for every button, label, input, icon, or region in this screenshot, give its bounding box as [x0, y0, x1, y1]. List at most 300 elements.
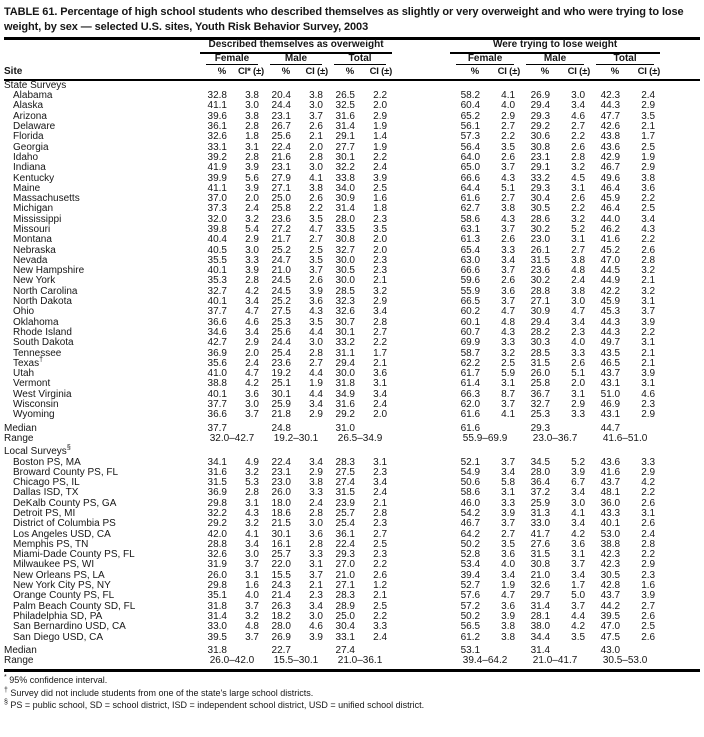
- ci-value: 4.6: [571, 110, 586, 122]
- site-name: Missouri: [13, 223, 51, 235]
- percent-value: 26.7: [271, 121, 291, 133]
- percent-value: 39.4: [460, 569, 481, 581]
- ci-value: 2.2: [641, 234, 656, 246]
- ci-value: 4.4: [309, 326, 323, 338]
- range-value: 55.9–69.9: [462, 432, 508, 444]
- ci-value: 2.8: [309, 151, 323, 163]
- percent-value: 16.1: [271, 538, 291, 550]
- site-name: Los Angeles USD, CA: [13, 528, 111, 540]
- percent-value: 52.8: [460, 549, 481, 561]
- ci-value: 3.3: [309, 487, 323, 499]
- column-gap: [392, 458, 450, 468]
- trail-spacer: [660, 434, 700, 447]
- percent-value: 30.8: [335, 234, 355, 246]
- ci-value: 4.7: [501, 306, 516, 318]
- percent-value: 49.6: [600, 172, 621, 184]
- percent-value: 30.1: [335, 151, 355, 163]
- ci-value: 2.5: [641, 621, 656, 633]
- ci-value: 3.9: [571, 466, 586, 478]
- ci-value: 2.6: [571, 357, 586, 369]
- ci-value: 5.2: [571, 456, 586, 468]
- ci-value: 3.1: [571, 549, 586, 561]
- ci-value: 3.1: [501, 487, 516, 499]
- percent-value: 30.2: [530, 223, 551, 235]
- percent-value: 51.0: [600, 388, 621, 400]
- percent-value: 36.7: [530, 388, 551, 400]
- ci-value: 2.6: [641, 610, 656, 622]
- footnote-abbrev: § PS = public school, SD = school district, ISD = independent school district, USD = unified school district.: [4, 698, 425, 710]
- percent-value: 43.1: [600, 409, 621, 421]
- ci-value: 3.6: [501, 600, 516, 612]
- percent-value: 40.1: [207, 388, 227, 400]
- ci-value: 2.3: [373, 466, 388, 478]
- ci-value: 3.2: [245, 518, 259, 530]
- percent-value: 32.3: [335, 296, 355, 308]
- percent-value: 41.9: [207, 162, 227, 174]
- trail-spacer: [660, 550, 700, 560]
- percent-value: 66.5: [460, 296, 481, 308]
- percent-value: 25.3: [530, 409, 551, 421]
- ci-value: 2.8: [373, 316, 388, 328]
- percent-value: 41.1: [207, 100, 227, 112]
- ci-value: 3.4: [501, 569, 516, 581]
- ci-value: 4.6: [245, 316, 259, 328]
- ci-header: CI* (±): [232, 65, 264, 80]
- ci-value: 2.9: [641, 409, 656, 421]
- ci-value: 2.7: [309, 357, 323, 369]
- ci-value: 2.7: [571, 121, 586, 133]
- percent-value: 44.0: [600, 213, 621, 225]
- column-gap: [392, 235, 450, 245]
- percent-value: 23.0: [271, 477, 291, 489]
- group-trying-lose-weight: Were trying to lose weight: [450, 39, 660, 53]
- percent-value: 29.4: [335, 357, 355, 369]
- percent-value: 18.2: [271, 610, 291, 622]
- percent-value: 41.1: [207, 182, 227, 194]
- percent-value: 66.3: [460, 388, 481, 400]
- ci-value: 2.7: [501, 121, 516, 133]
- empty-cell: [360, 643, 392, 656]
- ci-value: 3.4: [309, 600, 323, 612]
- ci-value: 4.8: [501, 316, 516, 328]
- range-value: 26.5–34.9: [337, 432, 383, 444]
- percent-value: 25.0: [271, 193, 291, 205]
- percent-value: 27.5: [271, 306, 291, 318]
- percent-value: 42.3: [600, 559, 621, 571]
- percent-value: 58.7: [460, 347, 481, 359]
- ci-value: 5.2: [571, 223, 586, 235]
- percent-value: 31.5: [530, 357, 551, 369]
- percent-value: 44.2: [600, 600, 621, 612]
- ci-value: 3.4: [309, 456, 323, 468]
- ci-value: 2.3: [309, 590, 323, 602]
- ci-value: 2.6: [641, 244, 656, 256]
- percent-value: 34.6: [207, 326, 227, 338]
- percent-value: 36.4: [530, 477, 551, 489]
- trail-spacer: [660, 297, 700, 307]
- percent-value: 30.7: [335, 316, 355, 328]
- ci-value: 3.7: [501, 518, 516, 530]
- percent-value: 30.5: [335, 265, 355, 277]
- ci-value: 3.4: [245, 296, 259, 308]
- site-name: Texas†: [13, 356, 44, 369]
- percent-value: 28.6: [530, 213, 551, 225]
- column-gap: [392, 328, 450, 338]
- site-name: Georgia: [13, 141, 49, 153]
- percent-value: 27.5: [335, 466, 355, 478]
- ci-value: 3.5: [309, 316, 323, 328]
- group-header-row: [4, 39, 700, 53]
- ci-value: 5.1: [571, 368, 586, 380]
- percent-value: 52.1: [460, 456, 481, 468]
- column-gap: [392, 410, 450, 420]
- percent-value: 31.6: [335, 110, 355, 122]
- yrbs-table: [4, 37, 700, 672]
- ci-value: 4.1: [571, 508, 586, 519]
- percent-value: 30.4: [335, 621, 355, 633]
- percent-value: 28.5: [335, 285, 355, 297]
- percent-value: 39.9: [207, 172, 227, 184]
- ci-value: 3.4: [373, 477, 388, 489]
- ci-value: 2.6: [373, 569, 388, 581]
- percent-value: 27.1: [271, 182, 291, 194]
- column-gap: [392, 540, 450, 550]
- ci-value: 3.2: [245, 466, 259, 478]
- ci-header: CI (±): [555, 65, 590, 80]
- percent-value: 24.7: [271, 254, 291, 266]
- percent-value: 66.6: [460, 172, 481, 184]
- ci-value: 4.7: [309, 223, 323, 235]
- ci-value: 2.6: [501, 234, 516, 246]
- column-gap: [392, 266, 450, 276]
- ci-value: 3.8: [309, 477, 323, 489]
- percent-value: 40.4: [207, 234, 227, 246]
- percent-value: 30.1: [271, 388, 291, 400]
- ci-value: 5.0: [571, 590, 586, 602]
- ci-value: 1.9: [501, 580, 516, 592]
- site-name: Idaho: [13, 151, 39, 163]
- percent-value: 45.9: [600, 296, 621, 308]
- ci-value: 3.6: [245, 388, 259, 400]
- trail-spacer: [660, 591, 700, 601]
- ci-value: 1.8: [245, 131, 259, 143]
- percent-value: 31.5: [530, 254, 551, 266]
- percent-value: 24.5: [271, 275, 291, 287]
- column-gap: [392, 359, 450, 369]
- section-label: State Surveys: [4, 79, 67, 91]
- empty-cell: [232, 643, 264, 656]
- ci-value: 4.4: [571, 610, 586, 622]
- ci-value: 1.7: [641, 131, 656, 143]
- ci-value: 2.7: [501, 193, 516, 205]
- percent-value: 28.5: [530, 347, 551, 359]
- ci-value: 3.7: [501, 399, 516, 411]
- percent-value: 61.3: [460, 234, 481, 246]
- percent-value: 21.0: [335, 569, 355, 581]
- trail-spacer: [660, 215, 700, 225]
- site-name: North Carolina: [13, 285, 78, 297]
- percent-value: 27.6: [530, 538, 551, 550]
- percent-value: 56.5: [460, 621, 481, 633]
- subgroup-female: Female: [200, 53, 264, 65]
- percent-value: 29.2: [207, 518, 227, 530]
- percent-value: 30.2: [530, 275, 551, 287]
- percent-value: 33.2: [335, 337, 355, 349]
- column-gap: [392, 112, 450, 122]
- percent-value: 30.0: [335, 368, 355, 380]
- ci-value: 3.2: [641, 265, 656, 277]
- percent-value: 32.7: [335, 244, 355, 256]
- percent-value: 23.1: [530, 151, 551, 163]
- percent-value: 43.8: [600, 131, 621, 143]
- ci-value: 2.4: [373, 487, 388, 499]
- ci-value: 4.7: [245, 368, 259, 380]
- trail-spacer: [660, 499, 700, 509]
- percent-value: 33.1: [335, 631, 355, 643]
- site-name: New York City PS, NY: [13, 580, 111, 592]
- ci-value: 3.6: [309, 528, 323, 540]
- range-value: 15.5–30.1: [273, 655, 319, 667]
- ci-value: 2.4: [373, 631, 388, 643]
- site-name: Kentucky: [13, 172, 55, 184]
- ci-value: 4.1: [501, 90, 516, 102]
- empty-cell: [360, 421, 392, 434]
- trail-spacer: [660, 633, 700, 643]
- subgroup-female: Female: [450, 53, 520, 65]
- ci-value: 3.6: [501, 285, 516, 297]
- trail-spacer: [660, 132, 700, 142]
- percent-value: 43.7: [600, 477, 621, 489]
- ci-value: 2.3: [373, 254, 388, 266]
- percent-value: 27.7: [335, 141, 355, 153]
- column-gap: [392, 468, 450, 478]
- percent-value: 61.7: [460, 368, 481, 380]
- percent-value: 31.6: [335, 399, 355, 411]
- percent-value: 62.0: [460, 399, 481, 411]
- percent-value: 65.4: [460, 244, 481, 256]
- ci-value: 3.1: [245, 141, 259, 153]
- site-name: New Hampshire: [13, 265, 85, 277]
- median-value: 31.8: [207, 644, 227, 656]
- percent-value: 29.1: [335, 131, 355, 143]
- trail-spacer: [660, 153, 700, 163]
- ci-value: 3.7: [245, 559, 259, 571]
- ci-value: 2.4: [641, 90, 656, 102]
- ci-value: 2.8: [309, 508, 323, 519]
- percent-header: %: [450, 65, 485, 80]
- percent-value: 57.2: [460, 600, 481, 612]
- percent-value: 47.7: [600, 110, 621, 122]
- site-name: Indiana: [13, 162, 46, 174]
- site-name: San Bernardino USD, CA: [13, 621, 126, 633]
- ci-value: 2.1: [373, 357, 388, 369]
- percent-value: 29.3: [530, 182, 551, 194]
- ci-value: 4.3: [641, 223, 656, 235]
- trail-spacer: [660, 204, 700, 214]
- percent-value: 18.0: [271, 497, 291, 509]
- percent-value: 30.5: [530, 203, 551, 215]
- ci-header: CI (±): [485, 65, 520, 80]
- ci-value: 3.4: [309, 399, 323, 411]
- ci-value: 8.7: [501, 388, 516, 400]
- trail-spacer: [660, 643, 700, 656]
- trail-spacer: [660, 622, 700, 632]
- filler: [200, 447, 700, 457]
- ci-value: 3.0: [309, 337, 323, 349]
- percent-value: 32.6: [530, 580, 551, 592]
- ci-value: 3.1: [245, 497, 259, 509]
- percent-header: %: [264, 65, 296, 80]
- percent-value: 25.4: [271, 347, 291, 359]
- ci-value: 3.4: [501, 466, 516, 478]
- percent-value: 60.2: [460, 306, 481, 318]
- ci-value: 3.5: [373, 223, 388, 235]
- trail-spacer: [660, 612, 700, 622]
- percent-value: 56.1: [460, 121, 481, 133]
- percent-value: 37.7: [207, 306, 227, 318]
- ci-value: 3.1: [501, 378, 516, 390]
- percent-value: 45.3: [600, 306, 621, 318]
- percent-value: 60.7: [460, 326, 481, 338]
- percent-value: 36.9: [207, 487, 227, 499]
- percent-value: 27.4: [335, 477, 355, 489]
- column-gap: [392, 602, 450, 612]
- ci-value: 3.7: [245, 409, 259, 421]
- percent-value: 66.6: [460, 265, 481, 277]
- percent-value: 39.5: [207, 631, 227, 643]
- ci-value: 3.1: [641, 378, 656, 390]
- percent-value: 42.9: [600, 151, 621, 163]
- ci-value: 3.1: [641, 296, 656, 308]
- percent-value: 21.7: [271, 234, 291, 246]
- empty-cell: [296, 421, 328, 434]
- empty-cell: [296, 643, 328, 656]
- trail-spacer: [660, 235, 700, 245]
- percent-value: 21.4: [271, 590, 291, 602]
- trail-spacer: [660, 194, 700, 204]
- ci-value: 2.1: [373, 497, 388, 509]
- percent-value: 39.2: [207, 151, 227, 163]
- ci-value: 3.1: [373, 456, 388, 468]
- trail-spacer: [660, 478, 700, 488]
- percent-header: %: [520, 65, 555, 80]
- percent-value: 32.8: [207, 90, 227, 102]
- percent-value: 53.0: [600, 528, 621, 540]
- ci-value: 2.7: [571, 244, 586, 256]
- ci-value: 2.8: [245, 487, 259, 499]
- ci-value: 3.5: [501, 538, 516, 550]
- ci-value: 3.8: [501, 631, 516, 643]
- percent-value: 60.4: [460, 100, 481, 112]
- ci-value: 2.6: [641, 518, 656, 530]
- site-name: Alaska: [13, 100, 44, 112]
- percent-value: 40.1: [207, 296, 227, 308]
- percent-value: 32.7: [207, 285, 227, 297]
- percent-value: 42.6: [600, 121, 621, 133]
- percent-value: 28.3: [335, 590, 355, 602]
- empty-cell: [485, 421, 520, 434]
- site-name: Broward County PS, FL: [13, 466, 119, 478]
- ci-value: 2.3: [373, 549, 388, 561]
- site-name: Rhode Island: [13, 326, 72, 338]
- column-header-row: [4, 65, 700, 80]
- ci-value: 3.7: [309, 110, 323, 122]
- percent-value: 23.1: [271, 162, 291, 174]
- column-gap: [392, 421, 450, 434]
- percent-value: 30.0: [335, 254, 355, 266]
- percent-value: 50.2: [460, 538, 481, 550]
- subgroup-header-row: [4, 53, 700, 65]
- percent-value: 31.4: [530, 600, 551, 612]
- median-value: 29.3: [530, 422, 551, 434]
- percent-value: 33.8: [335, 172, 355, 184]
- range-value: 32.0–42.7: [209, 432, 255, 444]
- ci-value: 2.2: [641, 193, 656, 205]
- percent-value: 41.0: [207, 368, 227, 380]
- empty-cell: [555, 643, 590, 656]
- ci-value: 2.6: [501, 275, 516, 287]
- median-value: 53.1: [460, 644, 481, 656]
- ci-value: 3.1: [571, 234, 586, 246]
- percent-value: 47.0: [600, 254, 621, 266]
- percent-value: 42.7: [207, 337, 227, 349]
- ci-value: 1.7: [373, 347, 388, 359]
- site-name: Montana: [13, 234, 52, 246]
- trail-spacer: [660, 65, 700, 80]
- percent-value: 37.7: [207, 399, 227, 411]
- column-gap: [392, 338, 450, 348]
- percent-value: 46.9: [600, 399, 621, 411]
- percent-value: 27.9: [271, 172, 291, 184]
- range-value: 30.5–53.0: [602, 655, 648, 667]
- site-name: New York: [13, 275, 56, 287]
- percent-value: 24.4: [271, 337, 291, 349]
- ci-value: 2.9: [501, 110, 516, 122]
- ci-value: 2.4: [373, 162, 388, 174]
- ci-value: 3.3: [571, 409, 586, 421]
- site-name: Vermont: [13, 378, 51, 390]
- ci-value: 4.5: [571, 172, 586, 184]
- ci-value: 3.4: [571, 518, 586, 530]
- ci-value: 4.0: [245, 590, 259, 602]
- percent-value: 21.5: [271, 518, 291, 530]
- percent-value: 30.5: [600, 569, 621, 581]
- median-value: 44.7: [600, 422, 621, 434]
- percent-value: 21.0: [530, 569, 551, 581]
- ci-value: 3.0: [245, 549, 259, 561]
- percent-value: 25.1: [271, 378, 291, 390]
- ci-value: 2.5: [501, 357, 516, 369]
- percent-value: 23.6: [271, 213, 291, 225]
- ci-value: 2.6: [309, 275, 323, 287]
- column-gap: [392, 132, 450, 142]
- ci-value: 4.7: [571, 306, 586, 318]
- ci-value: 3.7: [245, 600, 259, 612]
- percent-value: 44.3: [600, 100, 621, 112]
- ci-value: 1.8: [373, 203, 388, 215]
- ci-value: 3.0: [245, 244, 259, 256]
- percent-value: 57.6: [460, 590, 481, 602]
- column-gap: [392, 215, 450, 225]
- percent-value: 29.8: [207, 580, 227, 592]
- column-gap: [392, 349, 450, 359]
- percent-value: 63.0: [460, 254, 481, 266]
- ci-value: 3.5: [309, 213, 323, 225]
- ci-value: 3.6: [373, 368, 388, 380]
- ci-value: 3.7: [245, 631, 259, 643]
- empty-cell: [555, 421, 590, 434]
- trail-spacer: [660, 307, 700, 317]
